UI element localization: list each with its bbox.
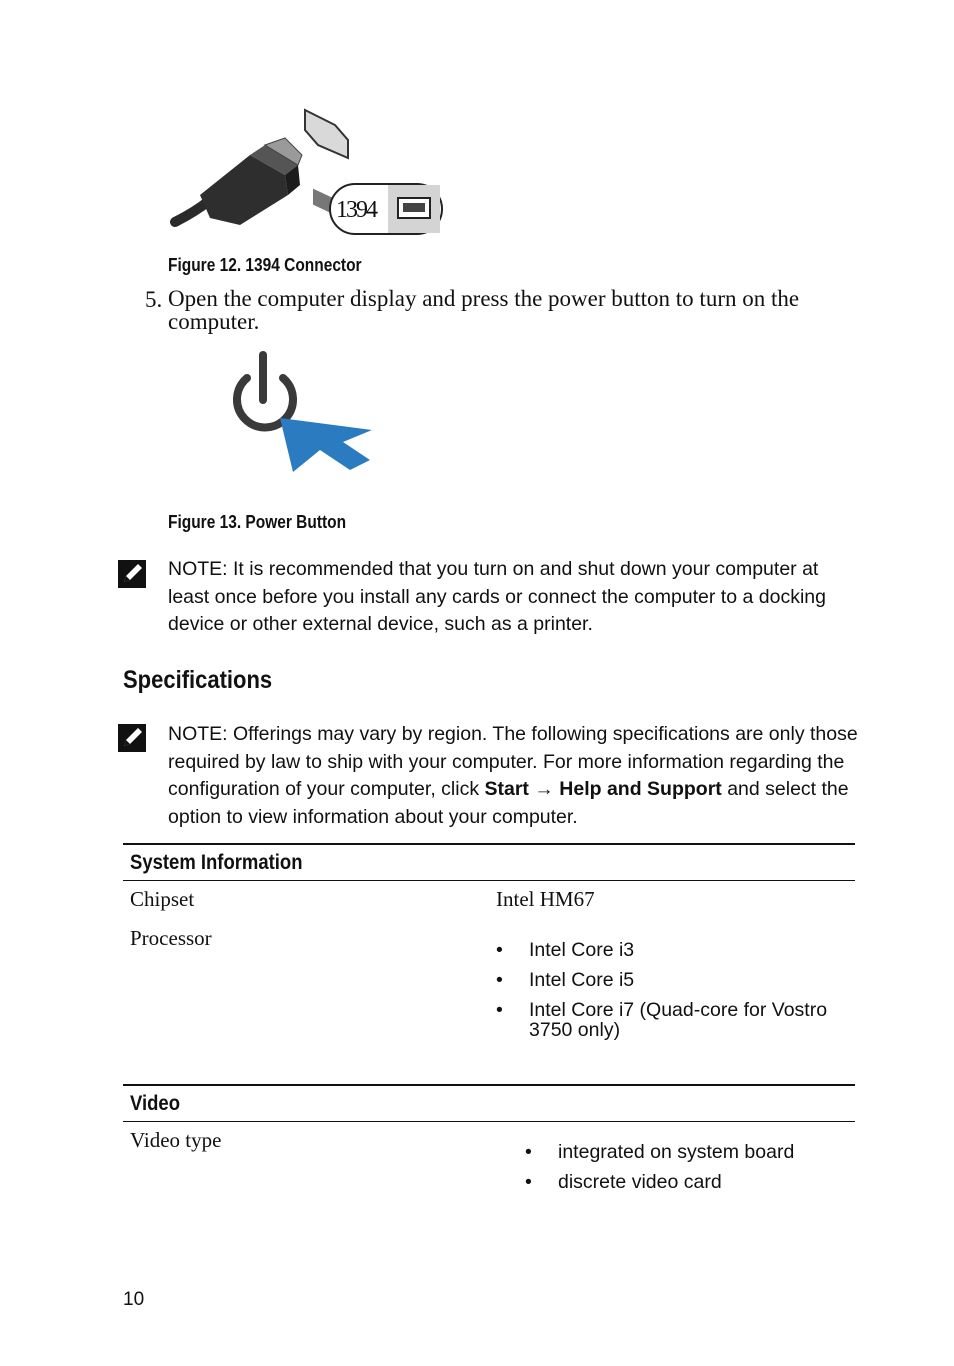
note-1-text: It is recommended that you turn on and shut down your computer at least once before you install any cards or connect the computer to a docking device or other external device, such as a printer. (168, 558, 826, 635)
figure-13-caption: Figure 13. Power Button (168, 512, 347, 532)
chipset-label: Chipset (130, 887, 195, 911)
page-number: 10 (123, 1289, 145, 1310)
video-top-rule (123, 1084, 855, 1086)
processor-list (496, 939, 829, 1041)
list-item: • discrete video card (525, 1171, 722, 1193)
start-menu-term: Start (484, 778, 529, 800)
chipset-value: Intel HM67 (496, 887, 595, 911)
step-number: 5. (145, 287, 163, 312)
note-1 (168, 556, 858, 639)
note-2-text-after: and select the option to view information about your computer. (168, 778, 849, 828)
specifications-heading: Specifications (123, 666, 273, 694)
figure-1394-connector (170, 100, 450, 240)
note-2-text-before: Offerings may vary by region. The following specifications are only those required by law to ship with your computer. For more information regarding the configuration of your computer, click (168, 723, 858, 800)
list-item: • Intel Core i7 (Quad-core for Vostro 3750 only) (496, 999, 828, 1041)
list-item: • integrated on system board (525, 1141, 795, 1163)
note-2 (168, 721, 858, 831)
note-1-label: NOTE: (168, 558, 228, 580)
step-5-text: Open the computer display and press the power button to turn on the computer. (168, 286, 800, 334)
video-type-list (525, 1141, 848, 1193)
note-2-label: NOTE: (168, 723, 228, 745)
help-support-term: Help and Support (559, 778, 722, 800)
list-item: • Intel Core i5 (496, 969, 635, 991)
video-type-label: Video type (130, 1128, 222, 1152)
processor-label: Processor (130, 926, 212, 950)
note-pencil-icon (118, 560, 146, 588)
table-top-rule (123, 843, 855, 845)
cursor-arrow-icon (280, 418, 372, 472)
menu-arrow: → (528, 778, 560, 800)
video-header-rule (123, 1121, 855, 1122)
connector-illustration (170, 100, 450, 240)
power-icon (225, 350, 385, 480)
figure-power-button (225, 350, 385, 480)
port-label-1394: 1394 (336, 197, 376, 223)
note-pencil-icon (118, 724, 146, 752)
list-item: • Intel Core i3 (496, 939, 635, 961)
system-information-header: System Information (130, 851, 303, 874)
table-header-rule (123, 880, 855, 881)
video-header: Video (130, 1092, 180, 1115)
figure-12-caption: Figure 12. 1394 Connector (168, 255, 362, 275)
